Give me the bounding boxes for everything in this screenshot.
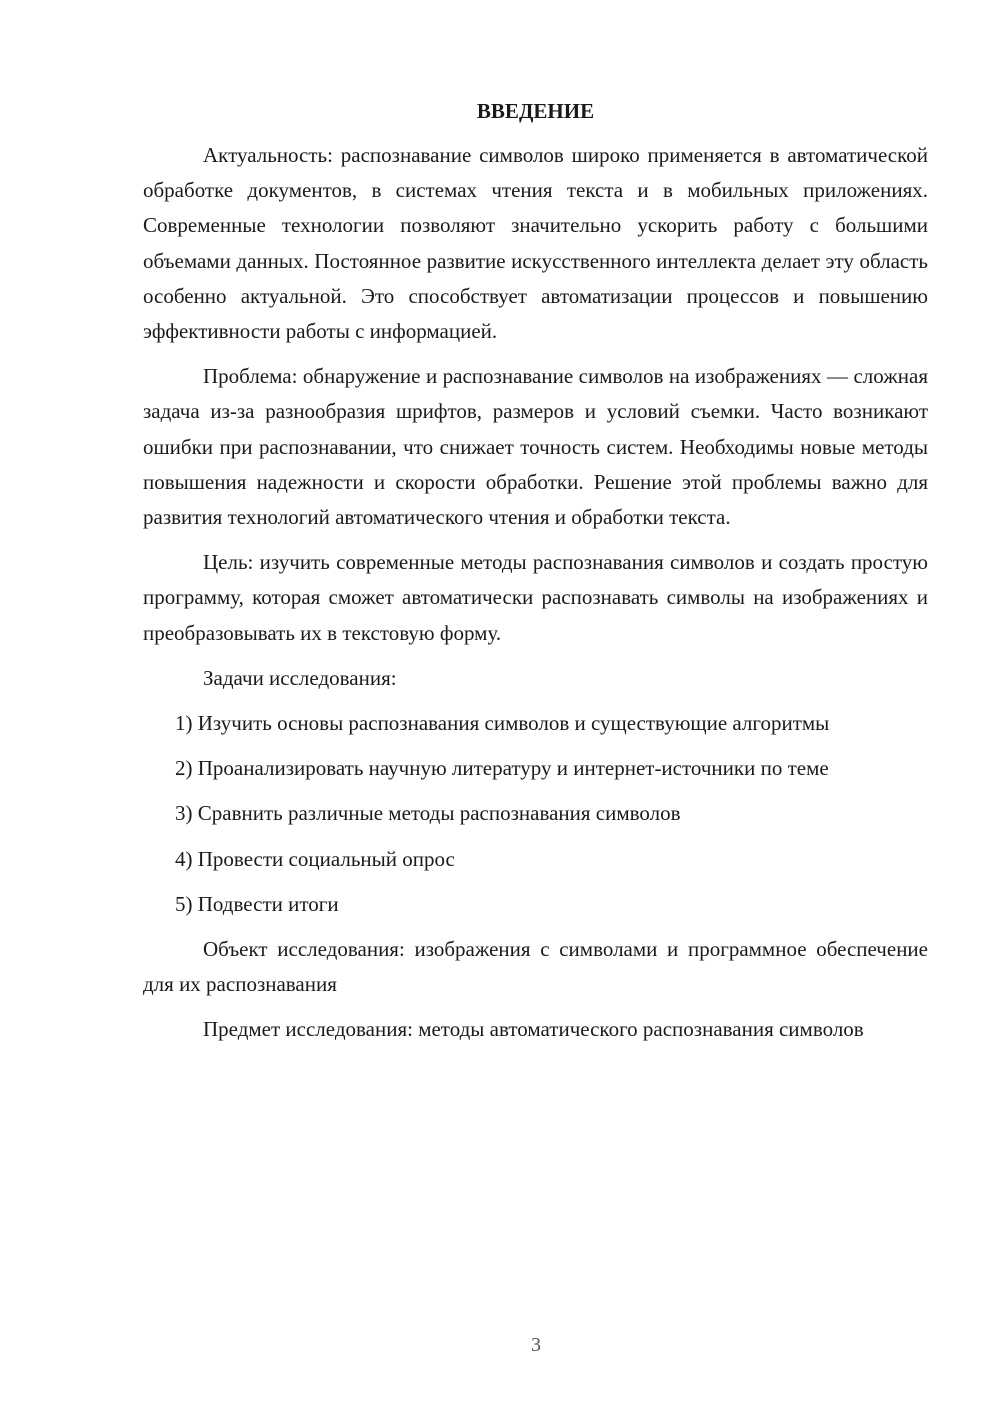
section-title: ВВЕДЕНИЕ — [476, 99, 595, 123]
task-item: 4) Провести социальный опрос — [175, 846, 455, 871]
object-paragraph: Объект исследования: изображения с символами и программное обеспечение для их распознавания — [143, 937, 928, 997]
task-item: 1) Изучить основы распознавания символов и существующие алгоритмы — [175, 711, 830, 736]
problem-paragraph: Проблема: обнаружение и распознавание символов на изображениях — сложная задача из-за разнообразия шрифтов, размеров и условий съемки. Часто возникают ошибки при распознавании, что снижает точность систем. Необходимы новые методы повышения надежности и скорости обработки. Решение этой проблемы важно для развития технологий автоматического чтения и обработки текста. — [143, 364, 928, 530]
tasks-heading: Задачи исследования: — [203, 665, 397, 690]
task-item: 2) Проанализировать научную литературу и интернет-источники по теме — [175, 756, 829, 781]
relevance-paragraph: Актуальность: распознавание символов широко применяется в автоматической обработке документов, в системах чтения текста и в мобильных приложениях. Современные технологии позволяют значительно ускорить работу с большими объемами данных. Постоянное развитие искусственного интеллекта делает эту область особенно актуальной. Это способствует автоматизации процессов и повышению эффективности работы с информацией. — [143, 143, 928, 344]
tasks-list — [143, 706, 928, 922]
goal-paragraph: Цель: изучить современные методы распознавания символов и создать простую программу, которая сможет автоматически распознавать символы на изображениях и преобразовывать их в текстовую форму. — [143, 550, 928, 645]
task-item: 3) Сравнить различные методы распознавания символов — [175, 801, 681, 826]
page-number: 3 — [531, 1334, 541, 1356]
task-item: 5) Подвести итоги — [175, 891, 339, 916]
subject-paragraph: Предмет исследования: методы автоматического распознавания символов — [203, 1017, 864, 1042]
page-content — [143, 96, 928, 1058]
